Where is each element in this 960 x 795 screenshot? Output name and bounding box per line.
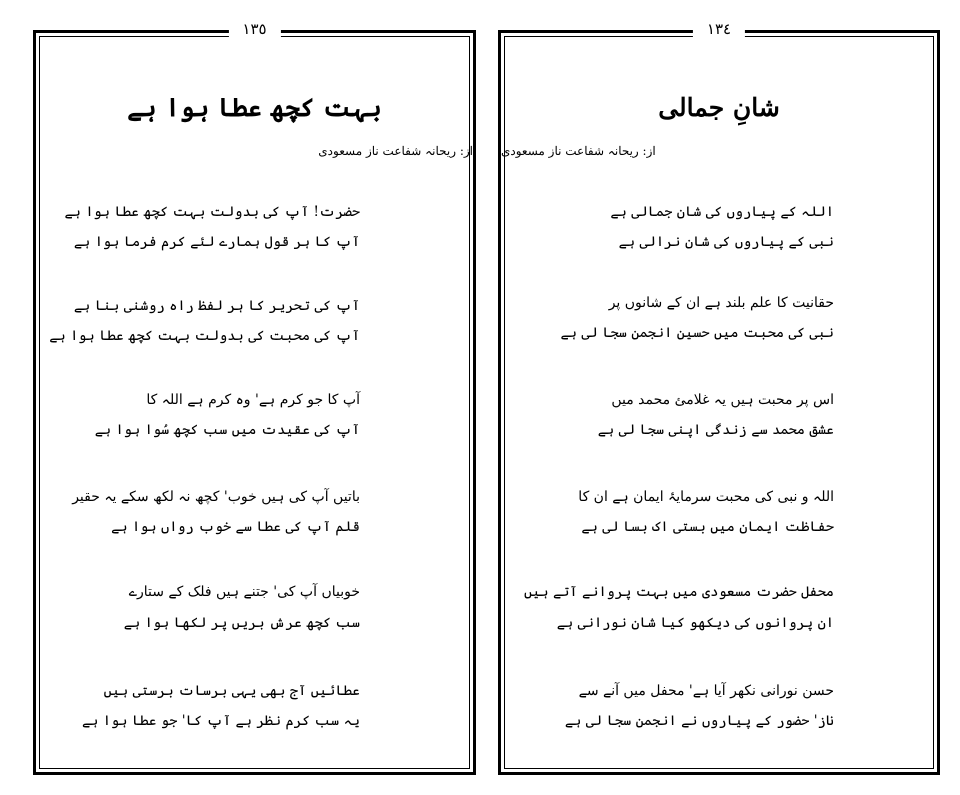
verse-line: عشق محمد سے زندگی اپنی سجا لی ہے <box>597 422 834 438</box>
verse-line: حفاظت ایمان میں بستی اک بسا لی ہے <box>581 519 834 535</box>
verse-line: محفل حضرت مسعودی میں بہت پروانے آتے ہیں <box>523 584 834 600</box>
verse-line: حقانیت کا علم بلند ہے ان کے شانوں پر <box>608 295 834 311</box>
verse-line: آپ کی عقیدت میں سب کچھ سُوا ہوا ہے <box>94 422 360 438</box>
poem-author: از: ریحانہ شفاعت ناز مسعودی <box>318 144 473 158</box>
poem-author: از: ریحانہ شفاعت ناز مسعودی <box>501 144 656 158</box>
page-number: ١٣٤ <box>693 17 745 41</box>
poem-title: بہت کچھ عطا ہوا ہے <box>127 93 382 122</box>
verse-line: اس پر محبت ہیں یہ غلامئ محمد میں <box>611 392 834 408</box>
verse-line: آپ کا ہر قول ہمارے لئے کرم فرما ہوا ہے <box>73 234 360 250</box>
left-page <box>33 20 476 775</box>
verse-line: ناز' حضور کے پیاروں نے انجمن سجا لی ہے <box>564 713 834 729</box>
verse-line: عطائیں آج بھی یہی برسات برستی ہیں <box>103 683 360 699</box>
verse-line: اللہ و نبی کی محبت سرمایۂ ایمان ہے ان کا <box>578 489 834 505</box>
verse-line: نبی کی محبت میں حسین انجمن سجا لی ہے <box>560 325 834 341</box>
page-number: ١٣٥ <box>228 17 280 41</box>
verse-line: قلم آپ کی عطا سے خوب رواں ہوا ہے <box>111 519 360 535</box>
verse-line: یہ سب کرم نظر ہے آپ کا' جو عطا ہوا ہے <box>81 713 360 729</box>
verse-line: حسن نورانی نکھر آیا ہے' محفل میں آنے سے <box>578 683 834 699</box>
verse-line: باتیں آپ کی ہیں خوب' کچھ نہ لکھ سکے یہ حقیر <box>72 489 360 505</box>
verse-line: آپ کی محبت کی بدولت بہت کچھ عطا ہوا ہے <box>49 328 360 344</box>
verse-line: خوبیاں آپ کی' جتنے ہیں فلک کے ستارے <box>128 584 360 600</box>
verse-line: سب کچھ عرش بریں پر لکھا ہوا ہے <box>123 615 360 631</box>
poem-title: شانِ جمالی <box>658 93 780 122</box>
verse-line: اللہ کے پیاروں کی شان جمالی ہے <box>610 204 834 220</box>
verse-line: ان پروانوں کی دیکھو کیا شان نورانی ہے <box>556 615 834 631</box>
right-page <box>498 20 940 775</box>
verse-line: نبی کے پیاروں کی شان نرالی ہے <box>618 234 834 250</box>
verse-line: آپ کی تحریر کا ہر لفظ راہ روشنی بنا ہے <box>73 298 360 314</box>
verse-line: حضرت! آپ کی بدولت بہت کچھ عطا ہوا ہے <box>64 204 360 220</box>
verse-line: آپ کا جو کرم ہے' وہ کرم ہے اللہ کا <box>146 392 360 408</box>
